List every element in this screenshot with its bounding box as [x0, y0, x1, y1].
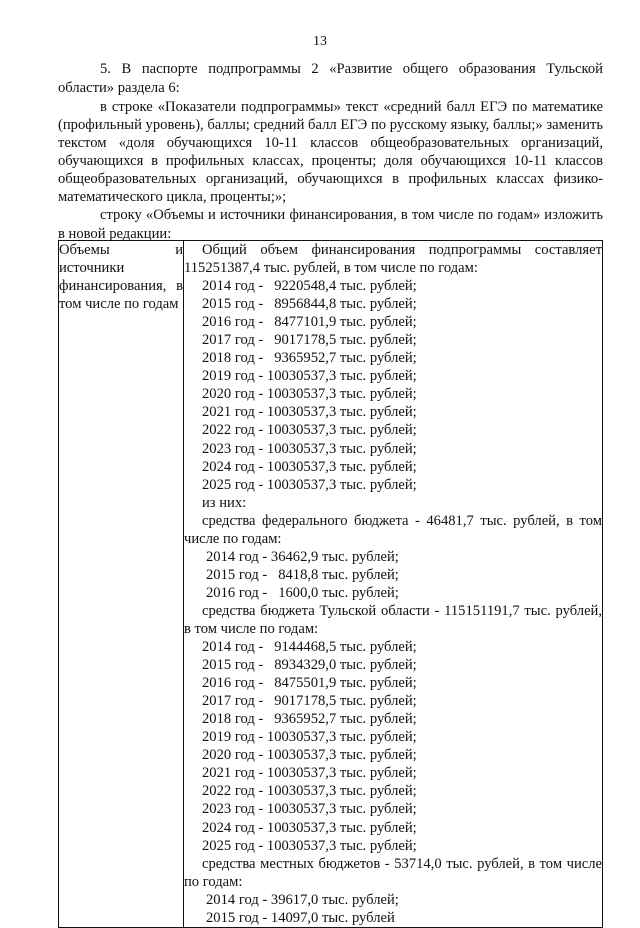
- list-item: 2014 год - 36462,9 тыс. рублей;: [206, 548, 399, 565]
- paragraph-financing-intro: строку «Объемы и источники финансирования, в том числе по годам» изложить в новой редакции:: [58, 207, 603, 242]
- federal-years-list: [184, 548, 602, 602]
- list-item: 2015 год - 14097,0 тыс. рублей: [206, 909, 395, 926]
- list-item: 2024 год - 10030537,3 тыс. рублей;: [202, 458, 417, 475]
- row-label: Объемы и источники финансирования, в том числе по годам: [59, 242, 183, 312]
- regional-budget-text: средства бюджета Тульской области - 115151191,7 тыс. рублей, в том числе по годам:: [184, 602, 602, 637]
- local-years-list: [184, 891, 602, 927]
- list-item: 2014 год - 39617,0 тыс. рублей;: [206, 891, 399, 908]
- list-item: 2020 год - 10030537,3 тыс. рублей;: [202, 747, 417, 764]
- list-item: 2019 год - 10030537,3 тыс. рублей;: [202, 729, 417, 746]
- list-item: 2015 год - 8934329,0 тыс. рублей;: [202, 657, 417, 674]
- list-item: 2016 год - 8475501,9 тыс. рублей;: [202, 675, 417, 692]
- list-item: 2021 год - 10030537,3 тыс. рублей;: [202, 765, 417, 782]
- financing-table: [58, 240, 603, 928]
- list-item: 2014 год - 9220548,4 тыс. рублей;: [202, 278, 417, 295]
- left-cell: [59, 241, 184, 928]
- list-item: 2018 год - 9365952,7 тыс. рублей;: [202, 350, 417, 367]
- list-item: 2022 год - 10030537,3 тыс. рублей;: [202, 422, 417, 439]
- financing-table-block: [58, 240, 603, 928]
- paragraph-indicators-change: в строке «Показатели подпрограммы» текст «средний балл ЕГЭ по математике (профильный уровень), баллы; средний балл ЕГЭ по русскому языку, баллы;» заменить текстом «доля обучающихся 10-11 классов общеобразовательных организаций, обучающихся в профильных классах, проценты; доля обучающихся 10-11 классов общеобразовательных организаций, обучающихся в профильных классах физико-математического цикла, проценты;»;: [58, 99, 603, 205]
- list-item: 2016 год - 8477101,9 тыс. рублей;: [202, 314, 417, 331]
- list-item: 2016 год - 1600,0 тыс. рублей;: [206, 584, 399, 601]
- page-number: 13: [313, 34, 327, 49]
- of-them-label: из них:: [202, 494, 247, 511]
- total-financing-text: Общий объем финансирования подпрограммы составляет 115251387,4 тыс. рублей, в том числе по годам:: [184, 242, 602, 277]
- list-item: 2018 год - 9365952,7 тыс. рублей;: [202, 711, 417, 728]
- list-item: 2022 год - 10030537,3 тыс. рублей;: [202, 783, 417, 800]
- local-budget-text: средства местных бюджетов - 53714,0 тыс. рублей, в том числе по годам:: [184, 855, 602, 890]
- list-item: 2024 год - 10030537,3 тыс. рублей;: [202, 819, 417, 836]
- paragraph-item-5: 5. В паспорте подпрограммы 2 «Развитие общего образования Тульской области» раздела 6:: [58, 61, 603, 96]
- list-item: 2015 год - 8956844,8 тыс. рублей;: [202, 296, 417, 313]
- table-row: [59, 241, 603, 928]
- list-item: 2021 год - 10030537,3 тыс. рублей;: [202, 404, 417, 421]
- list-item: 2025 год - 10030537,3 тыс. рублей;: [202, 476, 417, 493]
- list-item: 2025 год - 10030537,3 тыс. рублей;: [202, 837, 417, 854]
- list-item: 2015 год - 8418,8 тыс. рублей;: [206, 566, 399, 583]
- regional-years-list: [184, 638, 602, 855]
- list-item: 2023 год - 10030537,3 тыс. рублей;: [202, 801, 417, 818]
- list-item: 2017 год - 9017178,5 тыс. рублей;: [202, 332, 417, 349]
- list-item: 2014 год - 9144468,5 тыс. рублей;: [202, 639, 417, 656]
- federal-budget-text: средства федерального бюджета - 46481,7 тыс. рублей, в том числе по годам:: [184, 512, 602, 547]
- list-item: 2017 год - 9017178,5 тыс. рублей;: [202, 693, 417, 710]
- list-item: 2023 год - 10030537,3 тыс. рублей;: [202, 440, 417, 457]
- right-cell: [184, 241, 603, 928]
- list-item: 2020 год - 10030537,3 тыс. рублей;: [202, 386, 417, 403]
- body-text: [58, 60, 603, 244]
- list-item: 2019 год - 10030537,3 тыс. рублей;: [202, 368, 417, 385]
- total-years-list: [184, 277, 602, 494]
